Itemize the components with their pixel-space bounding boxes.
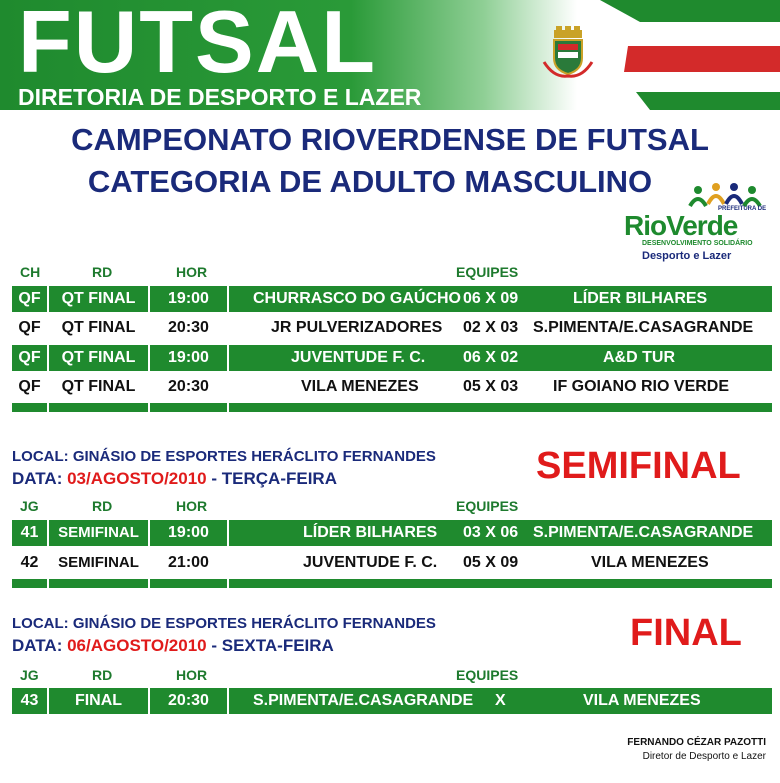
flag-stripes-icon: [600, 0, 780, 110]
match-time: 19:00: [150, 345, 227, 371]
round-name: QT FINAL: [49, 374, 148, 400]
category-title: CATEGORIA DE ADULTO MASCULINO: [87, 164, 653, 199]
col-header-hor: HOR: [176, 667, 208, 683]
table-row: [12, 550, 772, 576]
logo-dept: Desporto e Lazer: [642, 250, 732, 262]
date-value: 06/AGOSTO/2010: [67, 636, 207, 655]
col-header-jg: JG: [20, 498, 39, 514]
location-value: GINÁSIO DE ESPORTES HERÁCLITO FERNANDES: [72, 615, 436, 632]
round-name: SEMIFINAL: [49, 550, 148, 576]
team-home: S.PIMENTA/E.CASAGRANDE: [253, 692, 474, 709]
logo-wordmark: RioVerde: [624, 210, 738, 241]
table-row: [12, 374, 772, 400]
match-teams: [229, 315, 772, 341]
date-label: DATA:: [12, 469, 63, 488]
team-away: S.PIMENTA/E.CASAGRANDE: [533, 319, 754, 336]
col-header-equipes: EQUIPES: [456, 498, 519, 514]
table-row: [12, 520, 772, 546]
date-weekday: - SEXTA-FEIRA: [211, 636, 334, 655]
location-label: LOCAL:: [12, 448, 69, 465]
phase-title-final: FINAL: [630, 612, 742, 654]
final-date: [12, 636, 334, 656]
table-footer-bar: [12, 403, 772, 412]
table-row: [12, 315, 772, 341]
team-away: S.PIMENTA/E.CASAGRANDE: [533, 524, 754, 541]
logo-prefeitura: PREFEITURA DE: [718, 206, 767, 212]
team-home: JR PULVERIZADORES: [271, 319, 443, 336]
match-teams: [229, 520, 772, 546]
date-weekday: - TERÇA-FEIRA: [211, 469, 337, 488]
col-header-jg: JG: [20, 667, 39, 683]
team-home: JUVENTUDE F. C.: [291, 349, 426, 366]
team-away: VILA MENEZES: [583, 692, 701, 709]
match-time: 21:00: [150, 550, 227, 576]
match-time: 20:30: [150, 315, 227, 341]
team-away: IF GOIANO RIO VERDE: [553, 378, 730, 395]
team-away: VILA MENEZES: [591, 554, 709, 571]
header-title: FUTSAL: [18, 0, 378, 91]
match-time: 20:30: [150, 374, 227, 400]
match-score: 06 X 02: [463, 349, 519, 366]
team-home: VILA MENEZES: [301, 378, 419, 395]
match-teams: [229, 374, 772, 400]
col-header-rd: RD: [92, 498, 113, 514]
location-value: GINÁSIO DE ESPORTES HERÁCLITO FERNANDES: [72, 448, 436, 465]
game-number: 43: [12, 688, 47, 714]
date-value: 03/AGOSTO/2010: [67, 469, 207, 488]
match-score: 06 X 09: [463, 290, 519, 307]
logo-tagline: DESENVOLVIMENTO SOLIDÁRIO: [642, 240, 753, 247]
team-home: CHURRASCO DO GAÚCHO: [253, 290, 461, 307]
match-teams: [229, 345, 772, 371]
table-row: [12, 286, 772, 312]
match-score: 05 X 09: [463, 554, 519, 571]
match-score: X: [495, 692, 506, 709]
date-label: DATA:: [12, 636, 63, 655]
col-header-hor: HOR: [176, 498, 208, 514]
game-number: 41: [12, 520, 47, 546]
round-name: QT FINAL: [49, 286, 148, 312]
table-row: [12, 688, 772, 714]
team-away: A&D TUR: [603, 349, 675, 366]
round-code: QF: [12, 286, 47, 312]
match-score: 02 X 03: [463, 319, 519, 336]
col-header-ch: CH: [20, 264, 41, 280]
header-subtitle: DIRETORIA DE DESPORTO E LAZER: [18, 84, 422, 110]
team-home: JUVENTUDE F. C.: [303, 554, 438, 571]
match-time: 19:00: [150, 520, 227, 546]
col-header-rd: RD: [92, 264, 113, 280]
col-header-equipes: EQUIPES: [456, 667, 519, 683]
match-score: 03 X 06: [463, 524, 519, 541]
semifinal-location: [12, 448, 436, 465]
table-row: [12, 345, 772, 371]
round-name: QT FINAL: [49, 345, 148, 371]
col-header-equipes: EQUIPES: [456, 264, 519, 280]
round-code: QF: [12, 374, 47, 400]
round-name: FINAL: [49, 688, 148, 714]
match-score: 05 X 03: [463, 378, 519, 395]
coat-of-arms-icon: [540, 26, 596, 78]
final-location: [12, 615, 436, 632]
phase-title-semifinal: SEMIFINAL: [536, 445, 741, 487]
team-home: LÍDER BILHARES: [303, 524, 438, 541]
rio-verde-logo: [620, 182, 770, 266]
round-code: QF: [12, 345, 47, 371]
round-code: QF: [12, 315, 47, 341]
round-name: SEMIFINAL: [49, 520, 148, 546]
championship-title: CAMPEONATO RIOVERDENSE DE FUTSAL: [71, 122, 709, 157]
signature-name: FERNANDO CÉZAR PAZOTTI: [627, 737, 766, 748]
match-teams: [229, 550, 772, 576]
match-teams: [229, 286, 772, 312]
match-time: 19:00: [150, 286, 227, 312]
col-header-rd: RD: [92, 667, 113, 683]
team-away: LÍDER BILHARES: [573, 290, 708, 307]
header-banner: [0, 0, 780, 110]
col-header-hor: HOR: [176, 264, 208, 280]
semifinal-date: [12, 469, 337, 489]
signature-role: Diretor de Desporto e Lazer: [642, 751, 766, 762]
round-name: QT FINAL: [49, 315, 148, 341]
location-label: LOCAL:: [12, 615, 69, 632]
match-time: 20:30: [150, 688, 227, 714]
game-number: 42: [12, 550, 47, 576]
match-teams: [229, 688, 772, 714]
table-footer-bar: [12, 579, 772, 588]
